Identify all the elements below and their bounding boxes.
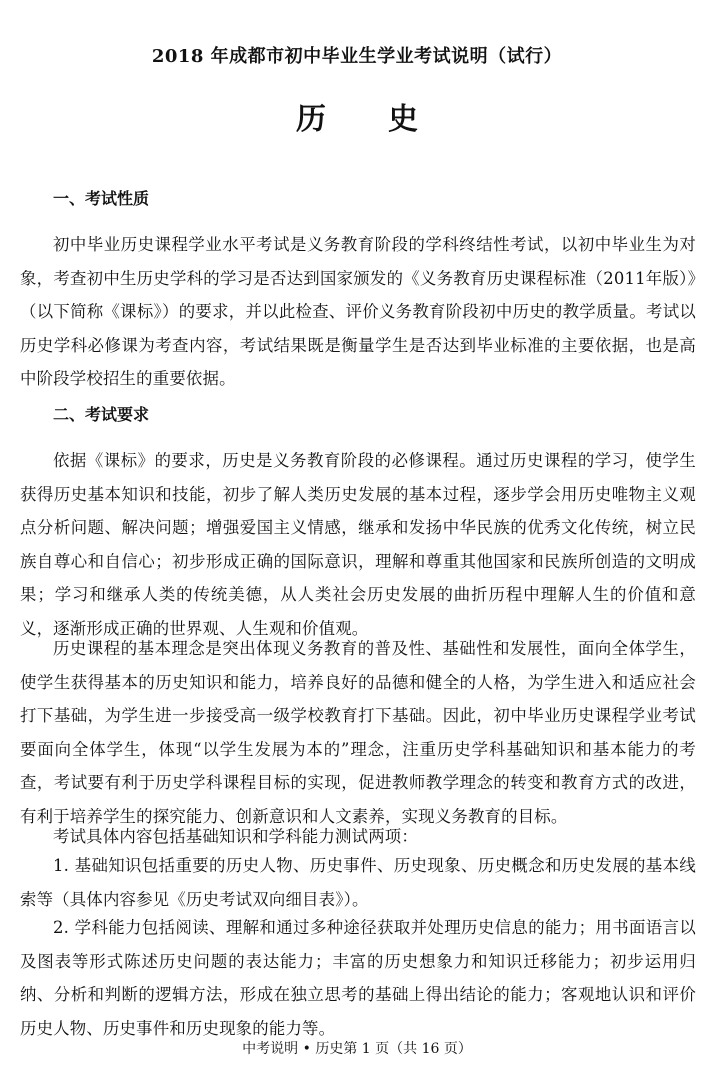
- paragraph-requirements-knowledge: 1. 基础知识包括重要的历史人物、历史事件、历史现象、历史概念和历史发展的基本线索等（具体内容参见《历史考试双向细目表》）。: [20, 856, 696, 909]
- paragraph-requirements-goals: 依据《课标》的要求，历史是义务教育阶段的必修课程。通过历史课程的学习，使学生获得历史基本知识和技能，初步了解人类历史发展的基本过程，逐步学会用历史唯物主义观点分析问题、解决问题；增强爱国主义情感，继承和发扬中华民族的优秀文化传统，树立民族自尊心和自信心；初步形成正确的国际意识，理解和尊重其他国家和民族所创造的文明成果；学习和继承人类的传统美德，从人类社会历史发展的曲折历程中理解人生的价值和意义，逐渐形成正确的世界观、人生观和价值观。: [20, 451, 696, 638]
- paragraph-requirements-principles: 历史课程的基本理念是突出体现义务教育的普及性、基础性和发展性，面向全体学生，使学生获得基本的历史知识和能力，培养良好的品德和健全的人格，为学生进入和适应社会打下基础，为学生进一步接受高一级学校教育打下基础。因此，初中毕业历史课程学业考试要面向全体学生，体现“以学生发展为本的”理念，注重历史学科基础知识和基本能力的考查，考试要有利于历史学科课程目标的实现，促进教师教学理念的转变和教育方式的改进，有利于培养学生的探究能力、创新意识和人文素养，实现义务教育的目标。: [20, 639, 696, 826]
- paragraph-requirements-ability: 2. 学科能力包括阅读、理解和通过多种途径获取并处理历史信息的能力；用书面语言以及图表等形式陈述历史问题的表达能力；丰富的历史想象力和知识迁移能力；初步运用归纳、分析和判断的逻辑方法，形成在独立思考的基础上得出结论的能力；客观地认识和评价历史人物、历史事件和历史现象的能力等。: [20, 918, 696, 1038]
- page-footer: 中考说明 • 历史第 1 页（共 16 页）: [242, 1041, 472, 1057]
- document-title: 2018 年成都市初中毕业生学业考试说明（试行）: [151, 46, 563, 67]
- paragraph-nature: 初中毕业历史课程学业水平考试是义务教育阶段的学科终结性考试，以初中毕业生为对象，考查初中生历史学科的学习是否达到国家颁发的《义务教育历史课程标准（2011年版）》（以下简称《课标》）的要求，并以此检查、评价义务教育阶段初中历史的教学质量。考试以历史学科必修课为考查内容，考试结果既是衡量学生是否达到毕业标准的主要依据，也是高中阶段学校招生的重要依据。: [20, 235, 696, 389]
- subject-title: 历史: [296, 102, 480, 137]
- section-heading-nature: 一、考试性质: [53, 189, 150, 208]
- paragraph-requirements-content-intro: 考试具体内容包括基础知识和学科能力测试两项：: [53, 827, 418, 846]
- section-heading-requirements: 二、考试要求: [53, 405, 150, 424]
